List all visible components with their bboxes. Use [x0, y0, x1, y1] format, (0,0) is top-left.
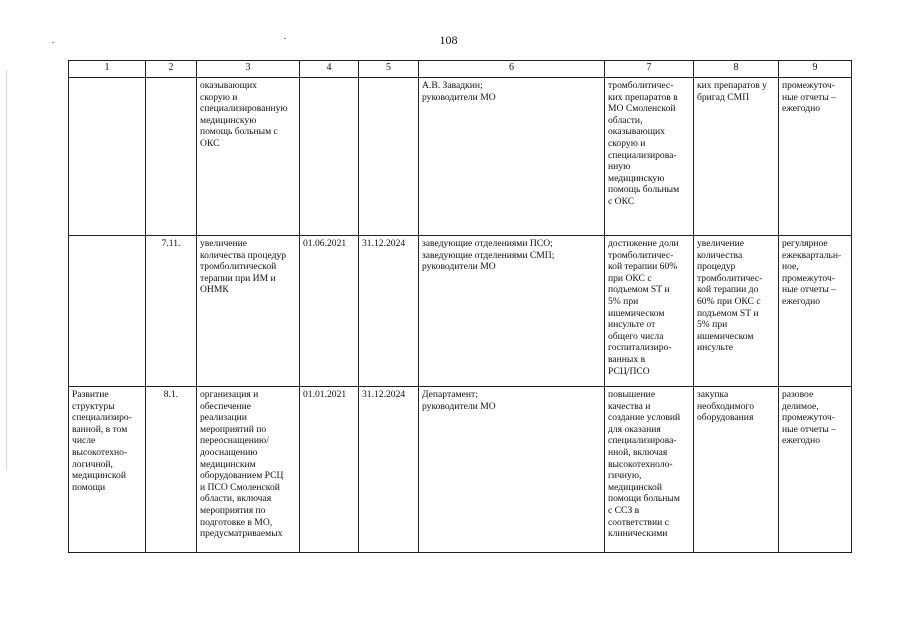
table-row — [69, 236, 852, 387]
start-date-cell — [300, 78, 359, 236]
indicator-cell: ких препаратов у бригад СМП — [694, 78, 779, 236]
result-cell: тромболитичес- ких препаратов в МО Смоленской области, оказывающих скорую и специализирова- нную медицинскую помощь больным с ОКС — [605, 78, 694, 236]
section-cell — [69, 78, 146, 236]
indicator-cell: закупка необходимого оборудования — [694, 387, 779, 553]
scan-edge-mark — [6, 70, 7, 470]
end-date-cell: 31.12.2024 — [359, 236, 419, 387]
column-header: 5 — [359, 61, 419, 78]
control-cell: регулярное ежеквартальн- ное, промежуточ- ные отчеты – ежегодно — [779, 236, 852, 387]
section-cell — [69, 236, 146, 387]
start-date-cell: 01.06.2021 — [300, 236, 359, 387]
page-number: 108 — [439, 33, 458, 47]
end-date-cell: 31.12.2024 — [359, 387, 419, 553]
column-header: 2 — [146, 61, 197, 78]
scan-speck — [284, 38, 286, 39]
plan-table — [68, 60, 852, 553]
column-header: 4 — [300, 61, 359, 78]
item-number-cell: 8.1. — [146, 387, 197, 553]
column-header: 7 — [605, 61, 694, 78]
end-date-cell — [359, 78, 419, 236]
indicator-cell: увеличение количества процедур тромболитичес- кой терапии до 60% при ОКС с подъемом ST и 5% при ишемическом инсульте — [694, 236, 779, 387]
activity-cell: организация и обеспечение реализации мероприятий по переоснащению/ дооснащению медицинским оборудованием РСЦ и ПСО Смоленской области, включая мероприятия по подготовке в МО, предусматриваемых — [197, 387, 300, 553]
result-cell: повышение качества и создание условий для оказания специализирова- нной, включая высокотехноло- гичную, медицинской помощи больным с ССЗ в соответствии с клиническими — [605, 387, 694, 553]
column-header: 9 — [779, 61, 852, 78]
responsible-cell: заведующие отделениями ПСО; заведующие отделениями СМП; руководители МО — [419, 236, 605, 387]
column-header: 3 — [197, 61, 300, 78]
control-cell: разовое делимое, промежуточ- ные отчеты – ежегодно — [779, 387, 852, 553]
table-header-row — [69, 61, 852, 78]
table-row — [69, 387, 852, 553]
table-row — [69, 78, 852, 236]
section-cell: Развитие структуры специализиро- ванной, в том числе высокотехно- логичной, медицинской помощи — [69, 387, 146, 553]
activity-cell: оказывающих скорую и специализированную медицинскую помощь больным с ОКС — [197, 78, 300, 236]
activity-cell: увеличение количества процедур тромболитической терапии при ИМ и ОНМК — [197, 236, 300, 387]
column-header: 6 — [419, 61, 605, 78]
control-cell: промежуточ- ные отчеты – ежегодно — [779, 78, 852, 236]
scan-speck — [52, 42, 54, 43]
start-date-cell: 01.01.2021 — [300, 387, 359, 553]
column-header: 8 — [694, 61, 779, 78]
responsible-cell: А.В. Завадкин; руководители МО — [419, 78, 605, 236]
item-number-cell: 7.11. — [146, 236, 197, 387]
item-number-cell — [146, 78, 197, 236]
responsible-cell: Департамент; руководители МО — [419, 387, 605, 553]
result-cell: достижение доли тромболитичес- кой терапии 60% при ОКС с подъемом ST и 5% при ишемическом инсульте от общего числа госпитализиро- ванных в РСЦ/ПСО — [605, 236, 694, 387]
column-header: 1 — [69, 61, 146, 78]
